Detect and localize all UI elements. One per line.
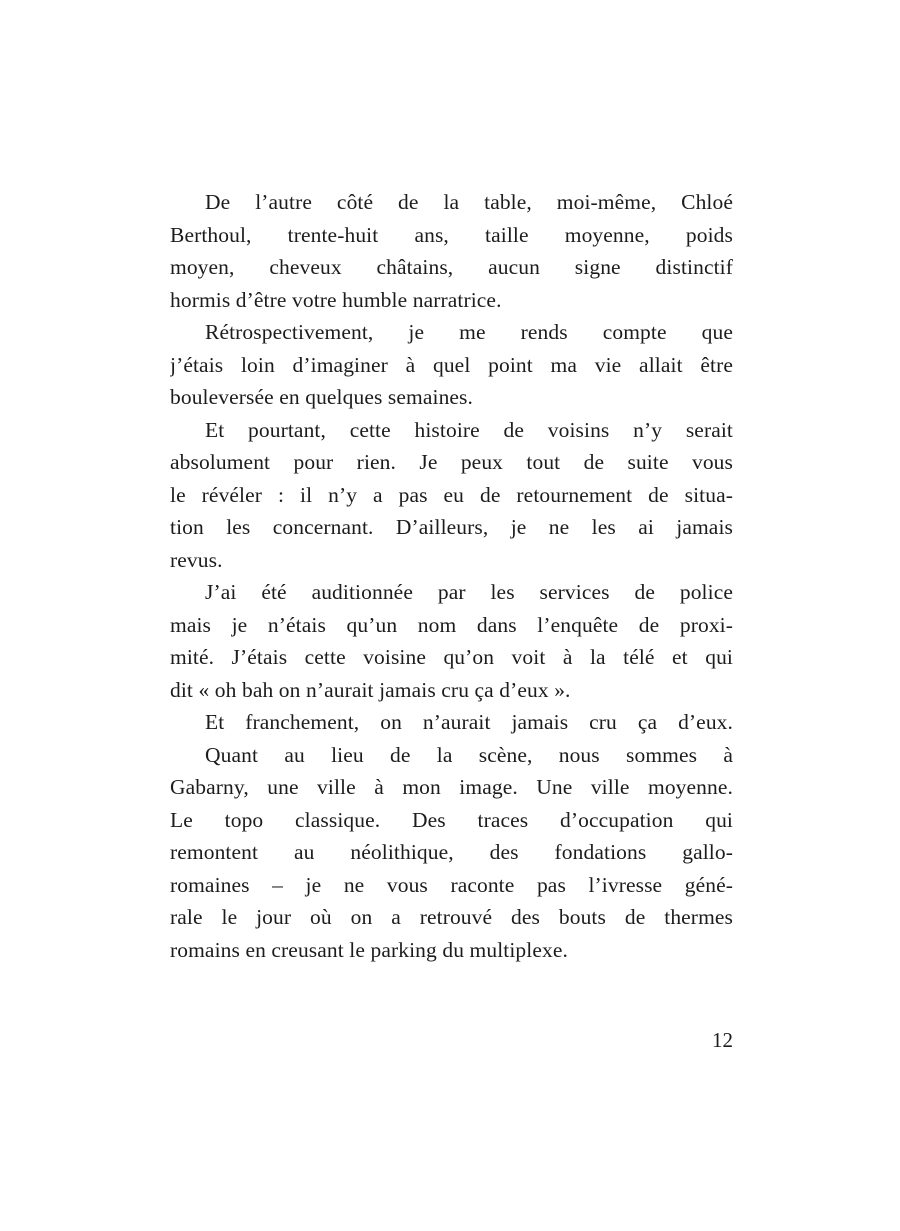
text-line: Et pourtant, cette histoire de voisins n’y serait xyxy=(205,417,733,442)
text-line: bouleversée en quelques semaines. xyxy=(170,385,473,409)
text-line: absolument pour rien. Je peux tout de suite vous xyxy=(170,450,733,474)
text-line: Berthoul, trente-huit ans, taille moyenne, poids xyxy=(170,222,733,247)
text-line: rale le jour où on a retrouvé des bouts de thermes xyxy=(170,905,733,929)
text-line: Rétrospectivement, je me rends compte que xyxy=(205,320,733,344)
text-line: j’étais loin d’imaginer à quel point ma vie allait être xyxy=(170,352,733,377)
text-line: J’ai été auditionnée par les services de police xyxy=(205,580,733,604)
page-text-block xyxy=(170,186,733,966)
text-line: romaines – je ne vous raconte pas l’ivresse géné- xyxy=(170,872,733,897)
text-line: le révéler : il n’y a pas eu de retournement de situa- xyxy=(170,482,733,507)
text-line: mais je n’étais qu’un nom dans l’enquête de proxi- xyxy=(170,612,733,637)
text-line: revus. xyxy=(170,547,223,572)
text-line: moyen, cheveux châtains, aucun signe distinctif xyxy=(170,255,733,279)
text-line: romains en creusant le parking du multiplexe. xyxy=(170,937,568,962)
text-line: Quant au lieu de la scène, nous sommes à xyxy=(205,742,733,767)
text-line: dit « oh bah on n’aurait jamais cru ça d’eux ». xyxy=(170,677,571,702)
text-line: tion les concernant. D’ailleurs, je ne les ai jamais xyxy=(170,515,733,539)
page-number: 12 xyxy=(712,1028,733,1052)
text-line: Et franchement, on n’aurait jamais cru ça d’eux. xyxy=(205,710,733,734)
text-line: mité. J’étais cette voisine qu’on voit à la télé et qui xyxy=(170,645,733,669)
text-line: Le topo classique. Des traces d’occupation qui xyxy=(170,807,733,832)
text-line: hormis d’être votre humble narratrice. xyxy=(170,287,502,312)
text-line: Gabarny, une ville à mon image. Une ville moyenne. xyxy=(170,775,733,799)
text-line: De l’autre côté de la table, moi-même, Chloé xyxy=(205,190,733,214)
text-line: remontent au néolithique, des fondations gallo- xyxy=(170,840,733,864)
